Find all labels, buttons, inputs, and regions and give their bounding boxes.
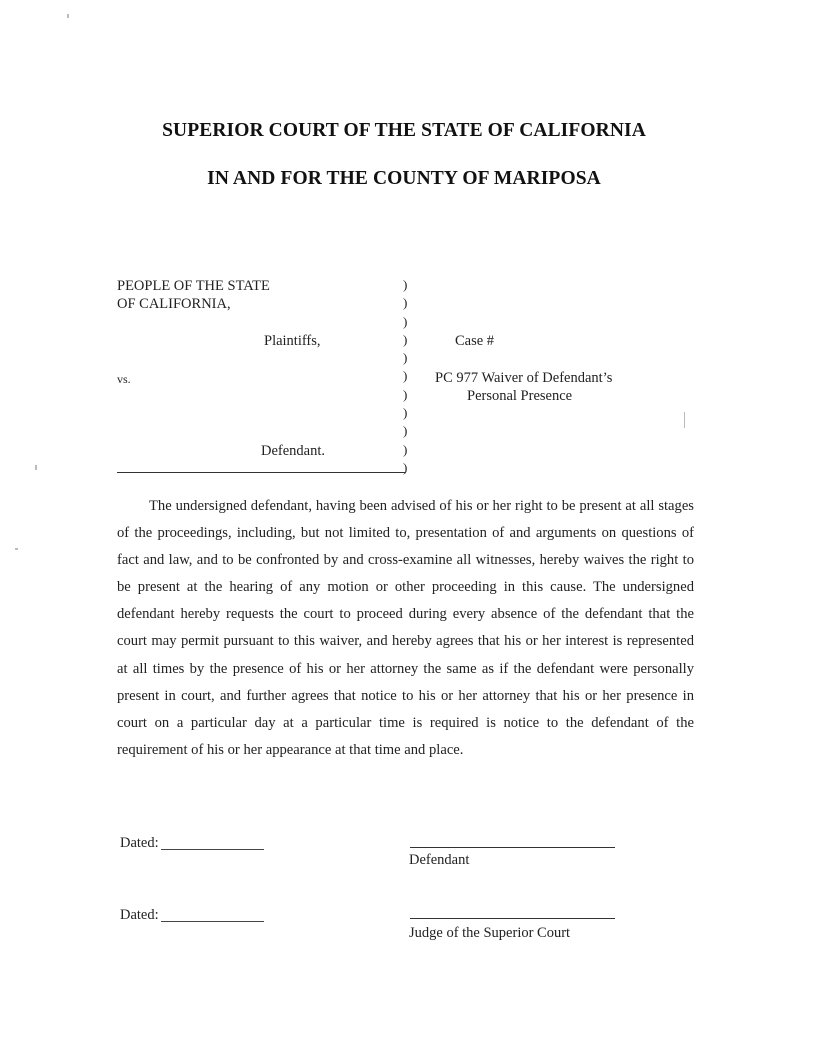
court-name-heading: SUPERIOR COURT OF THE STATE OF CALIFORNIA bbox=[162, 120, 646, 141]
dated-label-judge: Dated: bbox=[120, 907, 159, 923]
caption-paren: ) bbox=[403, 423, 408, 439]
caption-paren: ) bbox=[403, 459, 408, 475]
dated-blank-defendant bbox=[161, 849, 264, 850]
caption-paren: ) bbox=[403, 350, 408, 366]
caption-divider-line bbox=[117, 472, 405, 473]
caption-paren: ) bbox=[403, 277, 408, 292]
dated-label-defendant: Dated: bbox=[120, 835, 159, 851]
defendant-label: Defendant. bbox=[261, 443, 326, 459]
case-number-label: Case # bbox=[455, 333, 495, 349]
document-title-line1: PC 977 Waiver of Defendant’s bbox=[435, 370, 613, 386]
defendant-signature-label: Defendant bbox=[409, 852, 470, 868]
scan-speck bbox=[67, 14, 69, 18]
caption-paren: ) bbox=[403, 331, 408, 347]
plaintiff-name-line1: PEOPLE OF THE STATE bbox=[117, 278, 270, 294]
defendant-signature-line bbox=[410, 847, 615, 848]
judge-signature-line bbox=[410, 918, 615, 919]
scan-speck bbox=[684, 412, 685, 428]
document-title-line2: Personal Presence bbox=[467, 388, 573, 404]
caption-paren: ) bbox=[403, 368, 408, 384]
caption-paren: ) bbox=[403, 405, 408, 421]
county-heading: IN AND FOR THE COUNTY OF MARIPOSA bbox=[207, 168, 601, 189]
judge-signature-label: Judge of the Superior Court bbox=[409, 925, 571, 941]
caption-paren-column bbox=[403, 276, 413, 477]
plaintiffs-label: Plaintiffs, bbox=[264, 333, 321, 349]
caption-paren: ) bbox=[403, 386, 408, 402]
caption-paren: ) bbox=[403, 313, 408, 329]
dated-blank-judge bbox=[161, 921, 264, 922]
caption-paren: ) bbox=[403, 441, 408, 457]
scan-speck bbox=[15, 548, 18, 550]
versus-label: vs. bbox=[117, 372, 131, 386]
caption-paren: ) bbox=[403, 295, 408, 311]
plaintiff-name-line2: OF CALIFORNIA, bbox=[117, 296, 231, 312]
waiver-paragraph: The undersigned defendant, having been advised of his or her right to be present at all stages of the proceedings, including, but not limited to, presentation of and arguments on questions of fact and law, and to be confronted by and cross-examine all witnesses, hereby waives the right to be present at the hearing of any motion or other proceeding in this cause. The undersigned defendant hereby requests the court to proceed during every absence of the defendant that the court may permit pursuant to this waiver, and hereby agrees that his or her interest is represented at all times by the presence of his or her attorney the same as if the defendant were personally present in court, and further agrees that notice to his or her attorney that his or her presence in court on a particular day at a particular time is required is notice to the defendant of the requirement of his or her appearance at that time and place. bbox=[117, 498, 694, 758]
scan-speck bbox=[35, 465, 37, 470]
